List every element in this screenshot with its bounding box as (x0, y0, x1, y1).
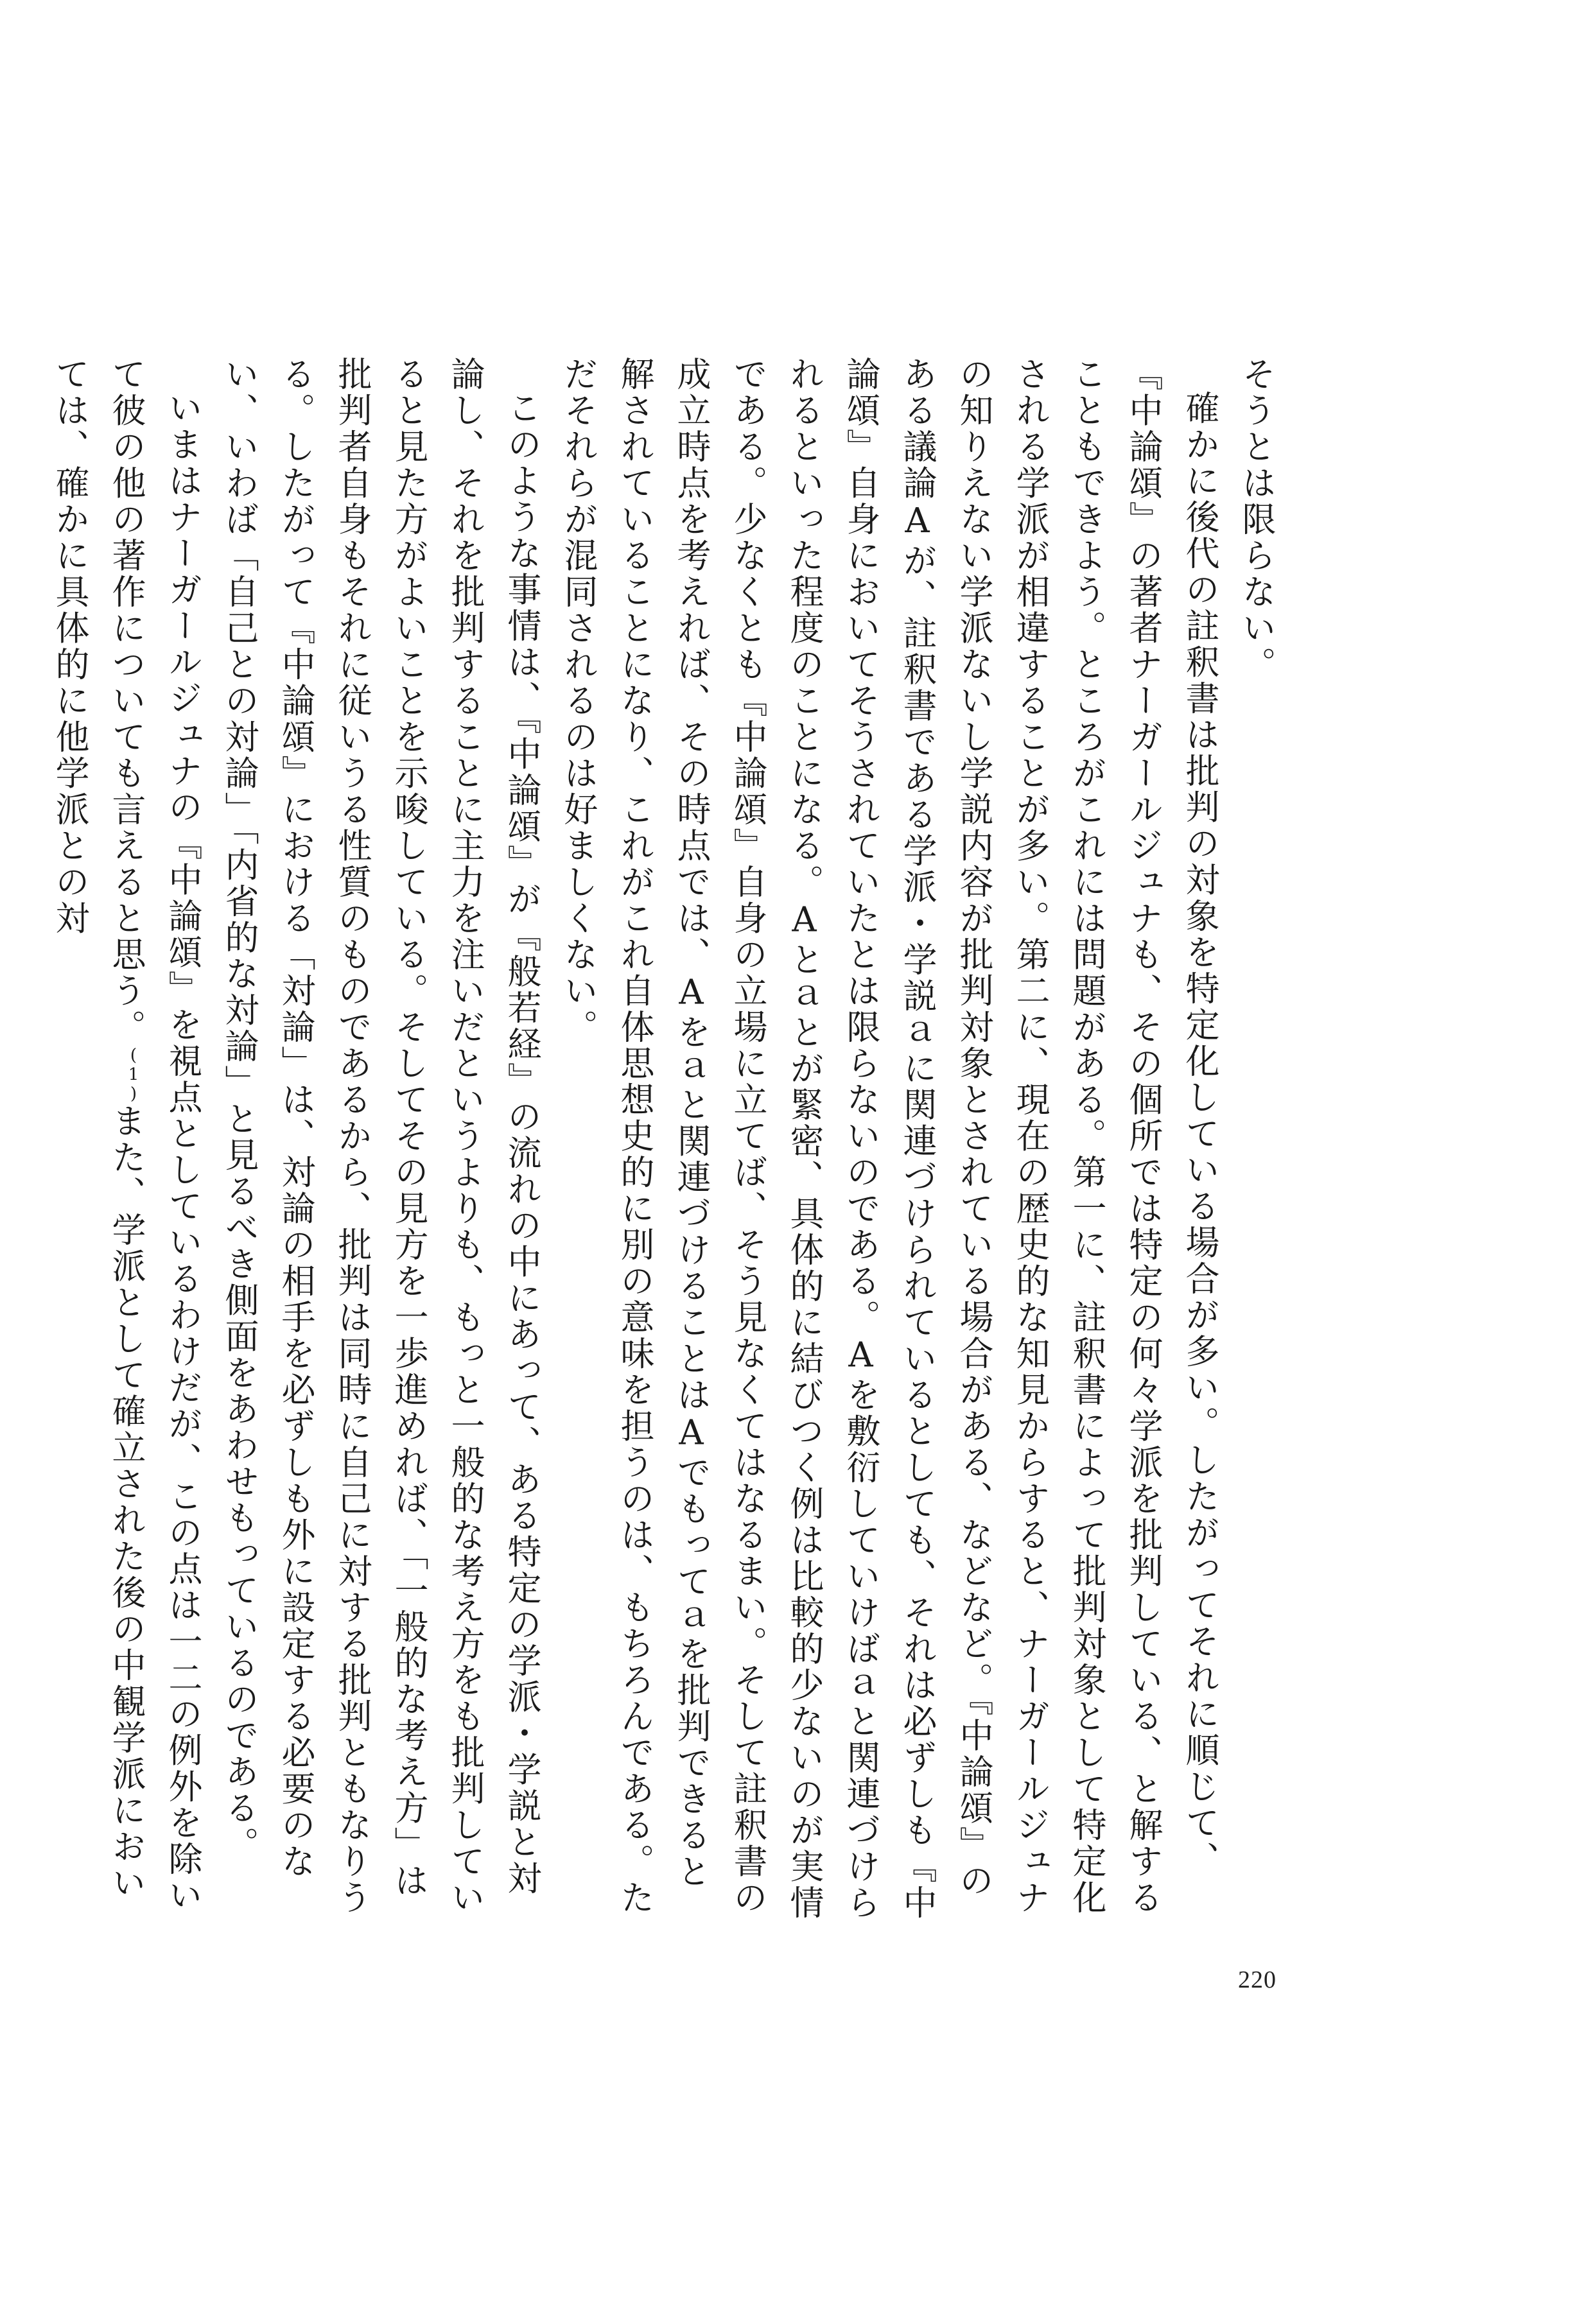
page-number: 220 (1238, 1966, 1277, 1993)
paragraph-2: 確かに後代の註釈書は批判の対象を特定化している場合が多い。したがってそれに順じて、『中論頌』の著者ナーガールジュナも、その個所では特定の何々学派を批判している、と解することもできよう。ところがこれには問題がある。第一に、註釈書によって批判対象として特定化される学派が相違することが多い。第二に、現在の歴史的な知見からすると、ナーガールジュナの知りえない学派ないし学説内容が批判対象とされている場合がある、などなど。『中論頌』のある議論Aが、註釈書である学派・学説ａに関連づけられているとしても、それは必ずしも『中論頌』自身においてそうされていたとは限らないのである。Aを敷衍していけばａと関連づけられるといった程度のことになる。Aとａとが緊密、具体的に結びつく例は比較的少ないのが実情である。少なくとも『中論頌』自身の立場に立てば、そう見なくてはなるまい。そして註釈書の成立時点を考えれば、その時点では、Aをａと関連づけることはAでもってａを批判できると解されていることになり、これがこれ自体思想史的に別の意味を担うのは、もちろんである。ただそれらが混同されるのは好ましくない。 (559, 356, 1219, 1921)
paragraph-4-text-b: また、学派として確立された後の中観学派においては、確かに具体的に他学派との対 (50, 356, 146, 1902)
paragraph-3: このような事情は、『中論頌』が『般若経』の流れの中にあって、ある特定の学派・学説と対論し、それを批判することに主力を注いだというよりも、もっと一般的な考え方をも批判していると見た方がよいことを示唆している。そしてその見方を一歩進めれば、「一般的な考え方」は批判者自身もそれに従いうる性質のものであるから、批判は同時に自己に対する批判ともなりうる。したがって『中論頌』における「対論」は、対論の相手を必ずしも外に設定する必要のない、いわば「自己との対論」「内省的な対論」と見るべき側面をあわせもっているのである。 (220, 356, 541, 1916)
paragraph-1: そうとは限らない。 (1237, 356, 1276, 683)
vertical-text-body (50, 356, 1284, 1923)
footnote-reference[interactable]: (1) (124, 1045, 143, 1104)
paragraph-4 (41, 356, 211, 1923)
paragraph-4-text-a: いまはナーガールジュナの『中論頌』を視点としているわけだが、この点は一二の例外を除いて彼の他の著作についても言えると思う。 (107, 356, 202, 1914)
